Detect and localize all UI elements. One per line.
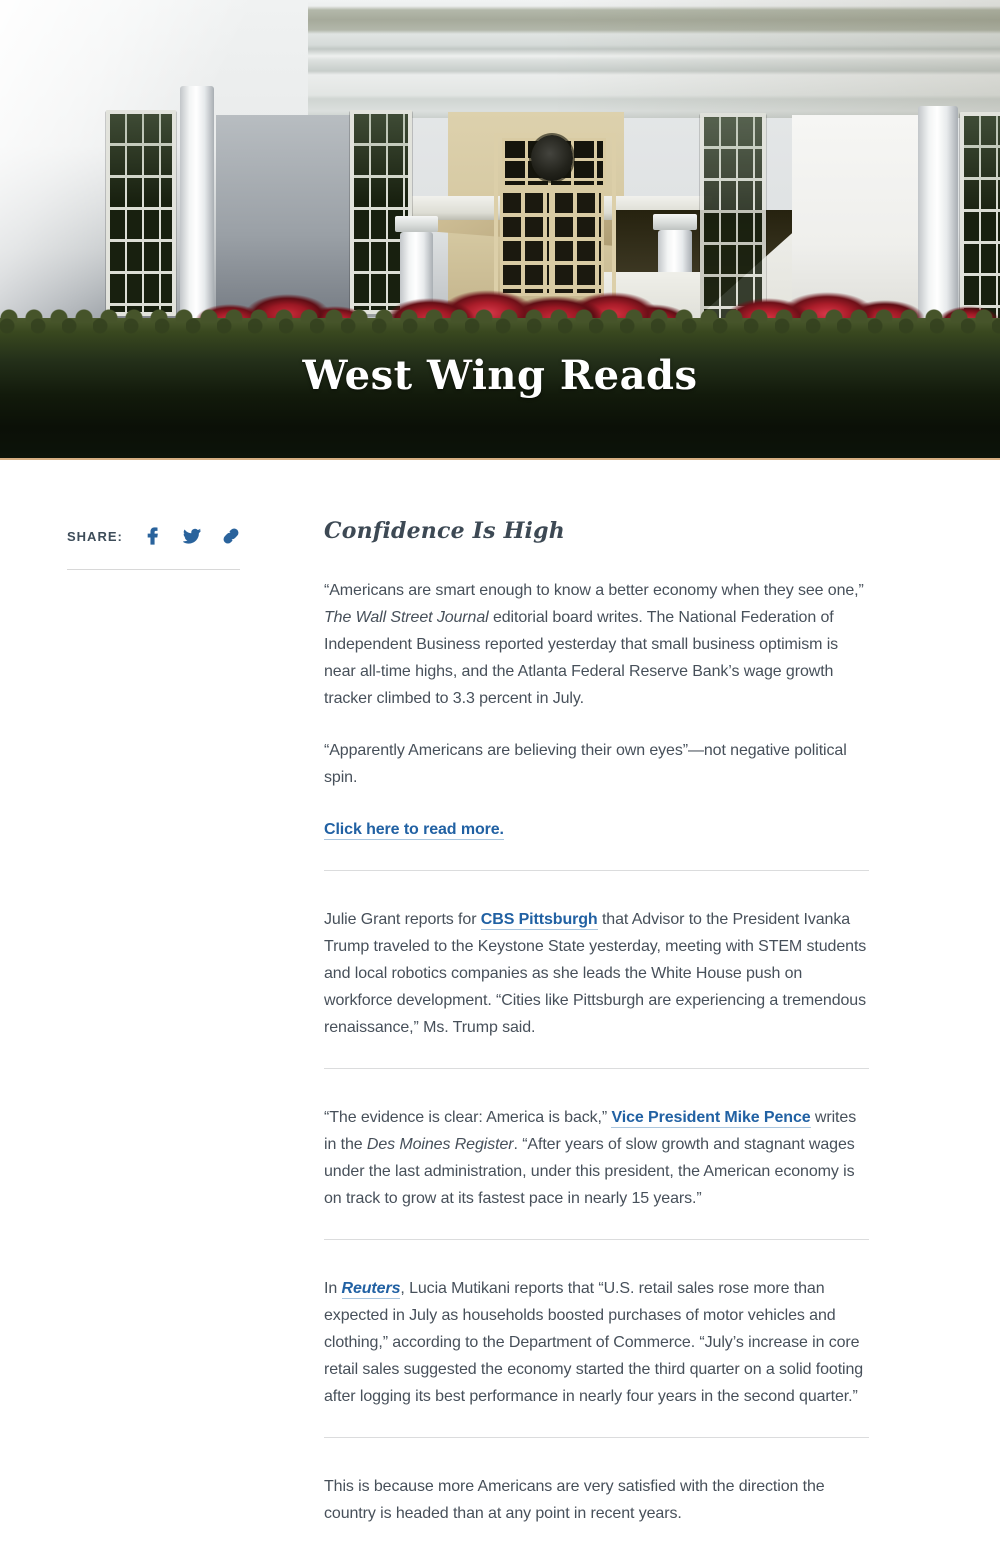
door-left-leaf [500,190,552,296]
link-icon [222,527,240,545]
article [324,518,869,1552]
read-more-link[interactable]: Click here to read more. [324,821,504,838]
publication-name: The Wall Street Journal [324,609,489,626]
section-divider [324,1239,869,1240]
text-run: “Americans are smart enough to know a better economy when they see one,” [324,582,864,599]
reuters-link[interactable]: Reuters [341,1280,401,1297]
facebook-icon [144,527,162,545]
text-run: “The evidence is clear: America is back,” [324,1109,612,1126]
publication-name: Des Moines Register [366,1136,514,1153]
hero-banner [0,0,1000,460]
paragraph-pence [324,1104,869,1212]
mike-pence-link[interactable]: Vice President Mike Pence [611,1109,811,1126]
paragraph-quote: “Apparently Americans are believing their own eyes”—not negative political spin. [324,742,847,786]
paragraph-clipped: This is because more Americans are very satisfied with the direction the country is headed than at any point in recent years. [324,1478,825,1522]
page-content [0,460,1000,1552]
section-divider [324,1068,869,1069]
hero-title: West Wing Reads [302,352,698,399]
article-title: Confidence Is High [324,518,565,544]
cbs-pittsburgh-link[interactable]: CBS Pittsburgh [480,911,598,928]
share-sidebar [67,522,240,570]
share-twitter-button[interactable] [183,527,201,545]
column-capital [395,216,438,232]
text-run: editorial board writes. The National Federation of Independent Business reported yesterday that small business optimism is near all-time highs, and the Atlanta Federal Reserve Bank’s wage growth tracker climbed to 3.3 percent in July. [324,609,839,707]
text-run: . “After years of slow growth and stagnant wages under the last administration, under this president, the American economy is on track to grow at its fastest pace in nearly 15 years.” [324,1136,855,1207]
share-facebook-button[interactable] [144,527,162,545]
text-run: In [324,1280,342,1297]
door-right-leaf [552,190,604,296]
column-capital [653,214,697,230]
paragraph-cbs [324,906,869,1041]
text-run: , Lucia Mutikani reports that “U.S. retail sales rose more than expected in July as households boosted purchases of motor vehicles and clothing,” according to the Department of Commerce. “July’s increase in core retail sales suggested the economy started the third quarter on a solid footing after logging its best performance in nearly four years in the second quarter.” [324,1280,864,1405]
text-run: writes in the [324,1109,857,1153]
text-run: Julie Grant reports for [324,911,481,928]
entrance-door [500,133,602,290]
section-divider [324,1437,869,1438]
share-label: SHARE: [67,528,123,544]
share-divider [67,569,240,570]
text-run: that Advisor to the President Ivanka Trump traveled to the Keystone State yesterday, meeting with STEM students and local robotics companies as she leads the White House push on workforce development. “Cities like Pittsburgh are experiencing a tremendous renaissance,” Ms. Trump said. [324,911,867,1036]
door-medallion [531,135,573,181]
section-divider [324,870,869,871]
twitter-icon [183,527,201,545]
share-copy-link-button[interactable] [222,527,240,545]
paragraph-wsj [324,577,869,712]
read-more-row [324,816,869,843]
paragraph-reuters [324,1275,869,1410]
